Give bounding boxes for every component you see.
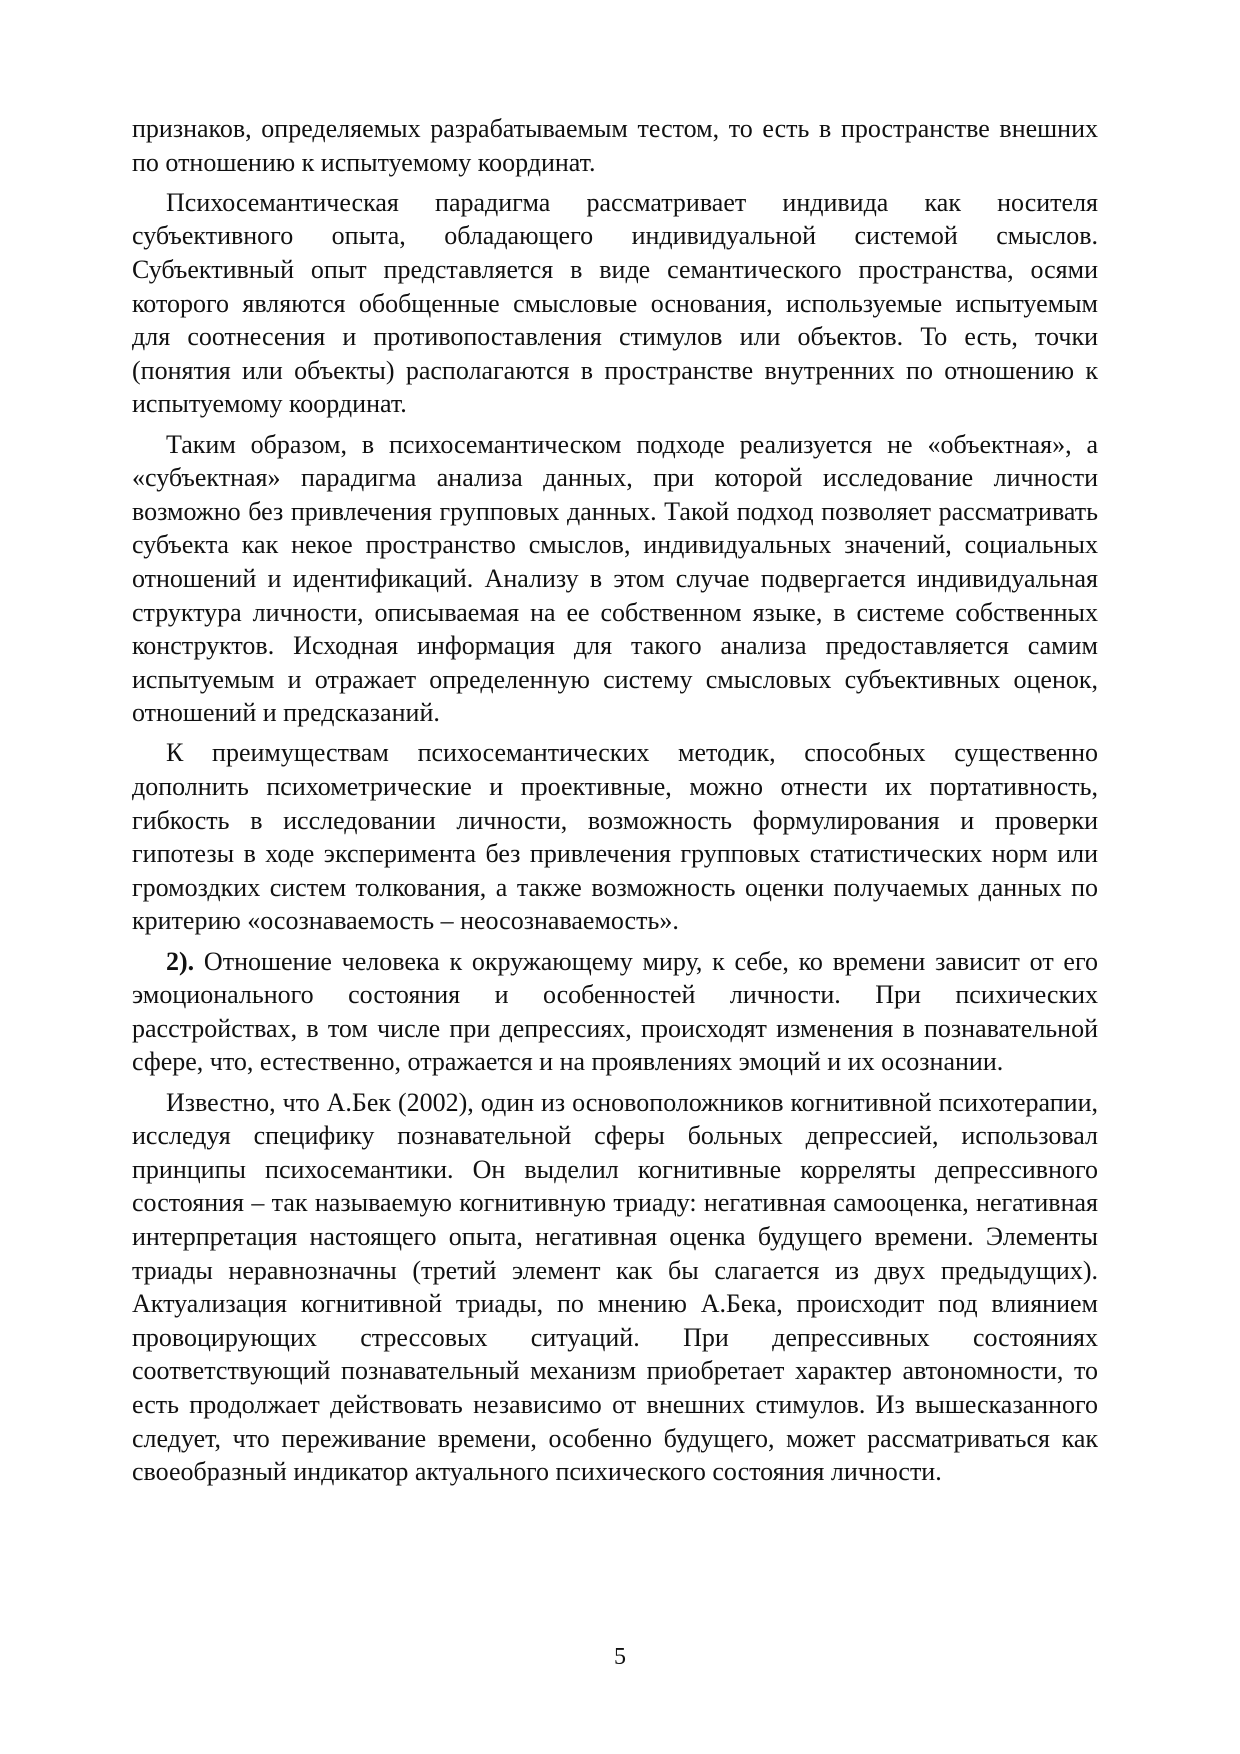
paragraph-psychosemantic-paradigm: Психосемантическая парадигма рассматривает индивида как носителя субъективного опыта, обладающего индивидуальной системой смыслов. Субъективный опыт представляется в виде семантического пространства, осями которого являются обобщенные смысловые основания, используемые испытуемым для соотнесения и противопоставления стимулов или объектов. То есть, точки (понятия или объекты) располагаются в пространстве внутренних по отношению к испытуемому координат. — [132, 187, 1098, 419]
paragraph-advantages: К преимуществам психосемантических методик, способных существенно дополнить психометрические и проективные, можно отнести их портативность, гибкость в исследовании личности, возможность формулирования и проверки гипотезы в ходе эксперимента без привлечения групповых статистических норм или громоздких систем толкования, а также возможность оценки получаемых данных по критерию «осознаваемость – неосознаваемость». — [132, 738, 1098, 936]
page-number: 5 — [614, 1644, 626, 1670]
body-text — [132, 112, 1098, 1495]
paragraph-beck: Известно, что А.Бек (2002), один из основоположников когнитивной психотерапии, исследуя специфику познавательной сферы больных депрессией, использовал принципы психосемантики. Он выделил когнитивные корреляты депрессивного состояния – так называемую когнитивную триаду: негативная самооценка, негативная интерпретация настоящего опыта, негативная оценка будущего времени. Элементы триады неравнозначны (третий элемент как бы слагается из двух предыдущих). Актуализация когнитивной триады, по мнению А.Бека, происходит под влиянием провоцирующих стрессовых ситуаций. При депрессивных состояниях соответствующий познавательный механизм приобретает характер автономности, то есть продолжает действовать независимо от внешних стимулов. Из вышесказанного следует, что переживание времени, особенно будущего, может рассматриваться как своеобразный индикатор актуального психического состояния личности. — [132, 1087, 1098, 1487]
paragraph-subject-paradigm: Таким образом, в психосемантическом подходе реализуется не «объектная», а «субъектная» парадигма анализа данных, при которой исследование личности возможно без привлечения групповых данных. Такой подход позволяет рассматривать субъекта как некое пространство смыслов, индивидуальных значений, социальных отношений и идентификаций. Анализу в этом случае подвергается индивидуальная структура личности, описываемая на ее собственном языке, в системе собственных конструктов. Исходная информация для такого анализа предоставляется самим испытуемым и отражает определенную систему смысловых субъективных оценок, отношений и предсказаний. — [132, 429, 1098, 728]
paragraph-continuation: признаков, определяемых разрабатываемым тестом, то есть в пространстве внешних по отношению к испытуемому координат. — [132, 114, 1098, 177]
paragraph-numbered-2-text: Отношение человека к окружающему миру, к себе, ко времени зависит от его эмоционального состояния и особенностей личности. При психических расстройствах, в том числе при депрессиях, происходят изменения в познавательной сфере, что, естественно, отражается и на проявлениях эмоций и их осознании. — [132, 946, 1098, 1077]
paragraph-numbered-2 — [132, 945, 1098, 1079]
paragraph-number: 2). — [166, 946, 195, 976]
